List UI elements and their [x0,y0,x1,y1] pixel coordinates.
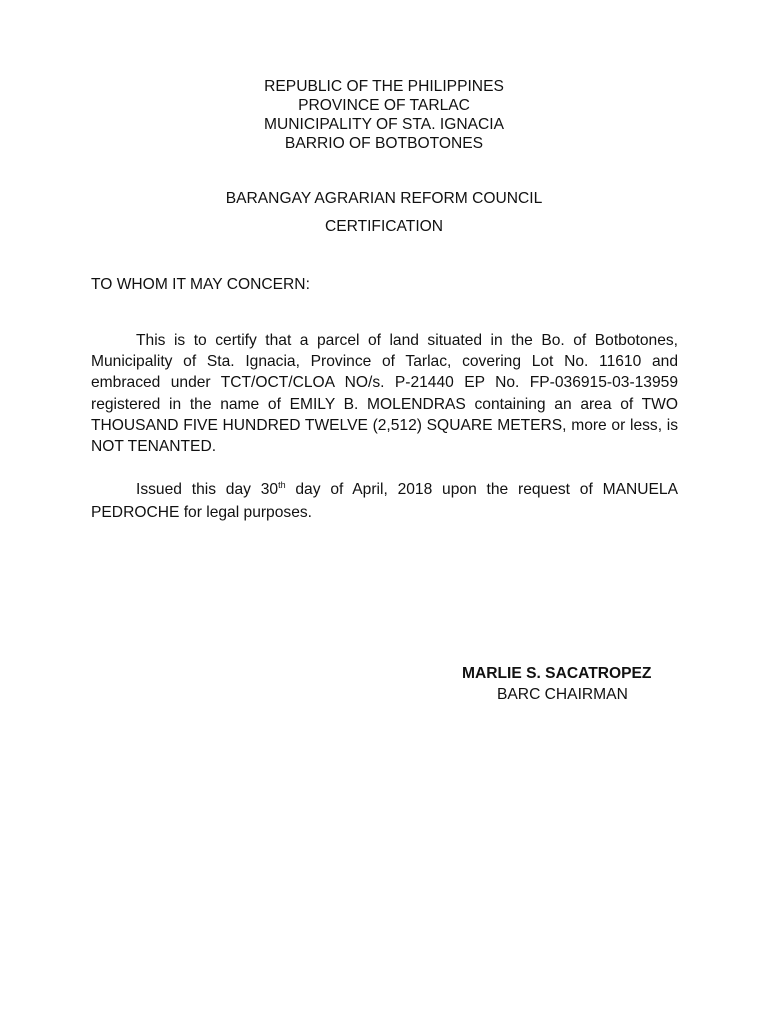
issuance-paragraph [91,479,678,523]
signatory-name: MARLIE S. SACATROPEZ [462,665,652,682]
letterhead [0,77,768,153]
signatory-title: BARC CHAIRMAN [497,686,628,703]
salutation: TO WHOM IT MAY CONCERN: [91,276,310,293]
council-name: BARANGAY AGRARIAN REFORM COUNCIL [225,190,543,207]
header-province: PROVINCE OF TARLAC [298,97,470,114]
header-municipality: MUNICIPALITY OF STA. IGNACIA [263,116,504,133]
issuance-text-start: Issued this day 30 [136,481,279,498]
header-barrio: BARRIO OF BOTBOTONES [284,135,484,152]
document-title: CERTIFICATION [324,218,444,235]
ordinal-suffix: th [278,480,286,490]
issuance-text-end: day of April, 2018 upon the request of MANUELA PEDROCHE for legal purposes. [91,481,678,522]
header-republic: REPUBLIC OF THE PHILIPPINES [264,78,504,95]
certification-paragraph: This is to certify that a parcel of land situated in the Bo. of Botbotones, Municipality of Sta. Ignacia, Province of Tarlac, covering Lot No. 11610 and embraced under TCT/OCT/CLOA NO/s. P-21440 EP No. FP-036915-03-13959 registered in the name of EMILY B. MOLENDRAS containing an area of TWO THOUSAND FIVE HUNDRED TWELVE (2,512) SQUARE METERS, more or less, is NOT TENANTED. [91,332,678,456]
